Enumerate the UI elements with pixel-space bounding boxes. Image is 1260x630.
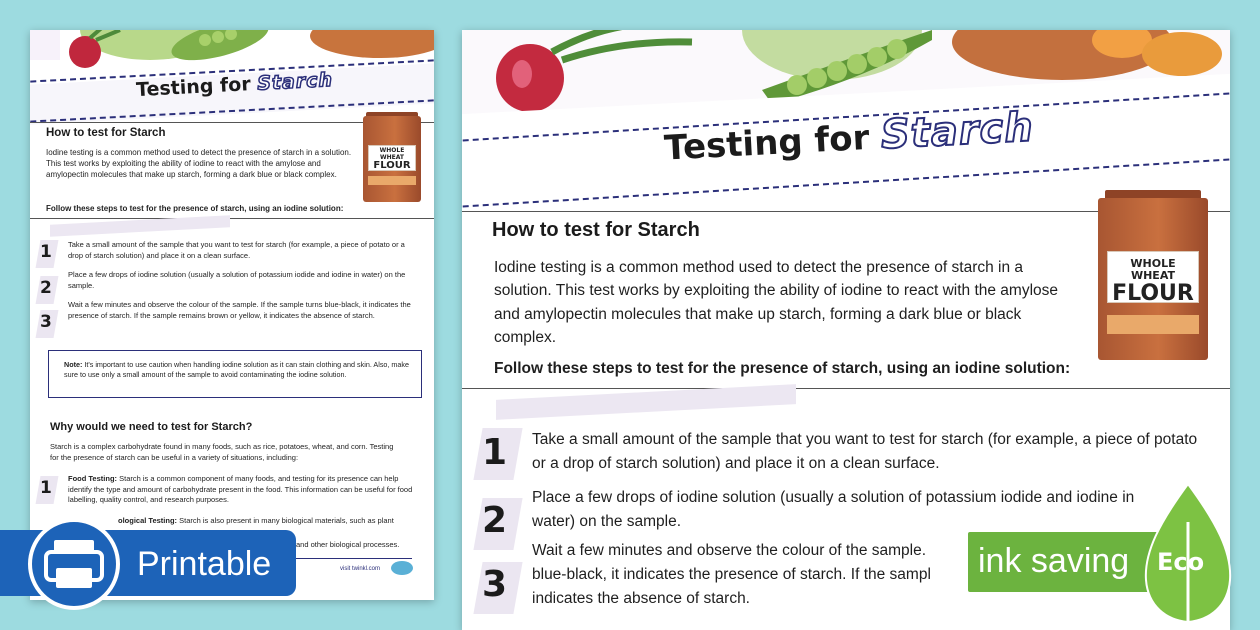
- step-text-line: Wait a few minutes and observe the colour of the sample.: [532, 542, 927, 559]
- step-text: Place a few drops of iodine solution (usually a solution of potassium iodide and iodine in water) on the sample.: [532, 489, 1135, 530]
- why-item-text-end: and other biological processes.: [296, 540, 400, 549]
- follow-text: Follow these steps to test for the presence of starch, using an iodine solution:: [494, 360, 1071, 377]
- printer-badge-circle: [28, 518, 120, 610]
- step-number: 1: [482, 432, 508, 473]
- step-number: 3: [482, 564, 508, 605]
- step-text: Take a small amount of the sample that you want to test for starch (for example, a piece of potato or a drop of starch solution) and place it on a clean surface.: [68, 240, 405, 260]
- step-text: Wait a few minutes and observe the colour of the sample. If the sample turns blue-black, it indicates the presence of starch. If the sample remains brown or yellow, it indicates the absence of starch.: [68, 300, 411, 320]
- flour-bag-image: WHOLE WHEAT FLOUR: [1098, 198, 1208, 360]
- why-paragraph: Starch is a complex carbohydrate found in many foods, such as rice, potatoes, wheat, and corn. Testing for the presence of starch can be useful in a variety of situations, including:: [50, 442, 394, 462]
- intro-heading: How to test for Starch: [46, 127, 166, 139]
- follow-text: Follow these steps to test for the presence of starch, using an iodine solution:: [46, 204, 344, 213]
- ink-saving-label: ink saving: [978, 542, 1130, 580]
- step-number: 3: [40, 312, 52, 332]
- intro-paragraph: Iodine testing is a common method used to detect the presence of starch in a solution. This test works by exploiting the ability of iodine to react with the amylose and amylopectin molecules that make up starch, forming a dark blue or black complex.: [494, 259, 1059, 346]
- page-title: Testing for Starch: [135, 68, 334, 102]
- step-text-line: indicates the absence of starch.: [532, 590, 750, 607]
- intro-heading: How to test for Starch: [492, 219, 700, 241]
- footer-url: visit twinkl.com: [340, 566, 381, 572]
- step-text: Take a small amount of the sample that you want to test for starch (for example, a piece of potato or a drop of starch solution) and place it on a clean surface.: [532, 431, 1198, 472]
- printer-icon: [32, 522, 116, 606]
- printable-label: Printable: [137, 545, 272, 583]
- step-text: Place a few drops of iodine solution (usually a solution of potassium iodide and iodine in water) on the sample.: [68, 270, 406, 290]
- step-number: 2: [40, 278, 52, 298]
- intro-paragraph: Iodine testing is a common method used to detect the presence of starch in a solution. This test works by exploiting the ability of iodine to react with the amylose and amylopectin molecules that make up starch, forming a dark blue or black complex.: [46, 148, 352, 180]
- step-text-line: blue-black, it indicates the presence of starch. If the sampl: [532, 566, 931, 583]
- eco-label: Eco: [1157, 548, 1205, 576]
- why-heading: Why would we need to test for Starch?: [50, 421, 253, 433]
- flour-bag-image: WHOLE WHEAT FLOUR: [363, 116, 421, 202]
- note-text: Note: It's important to use caution when handling iodine solution as it can stain clothing and skin. Also, make sure to use only a small amount of the sample to avoid contaminating the iodine solution.: [64, 360, 409, 380]
- twinkl-logo-icon: [390, 560, 414, 576]
- item-number: 1: [40, 478, 52, 498]
- step-number: 2: [482, 500, 508, 541]
- why-item-text: Food Testing: Starch is a common component of many foods, and testing for its presence can help identify the type and amount of carbohydrate present in the food. This information can be useful for food labelling, quality control, and research purposes.: [68, 474, 413, 504]
- page-title: Testing for Starch: [663, 104, 1035, 169]
- step-number: 1: [40, 242, 52, 262]
- why-item-text-partial: ological Testing: Starch is also present in many biological materials, such as plant: [118, 516, 394, 525]
- worksheet-preview-small: [30, 30, 434, 600]
